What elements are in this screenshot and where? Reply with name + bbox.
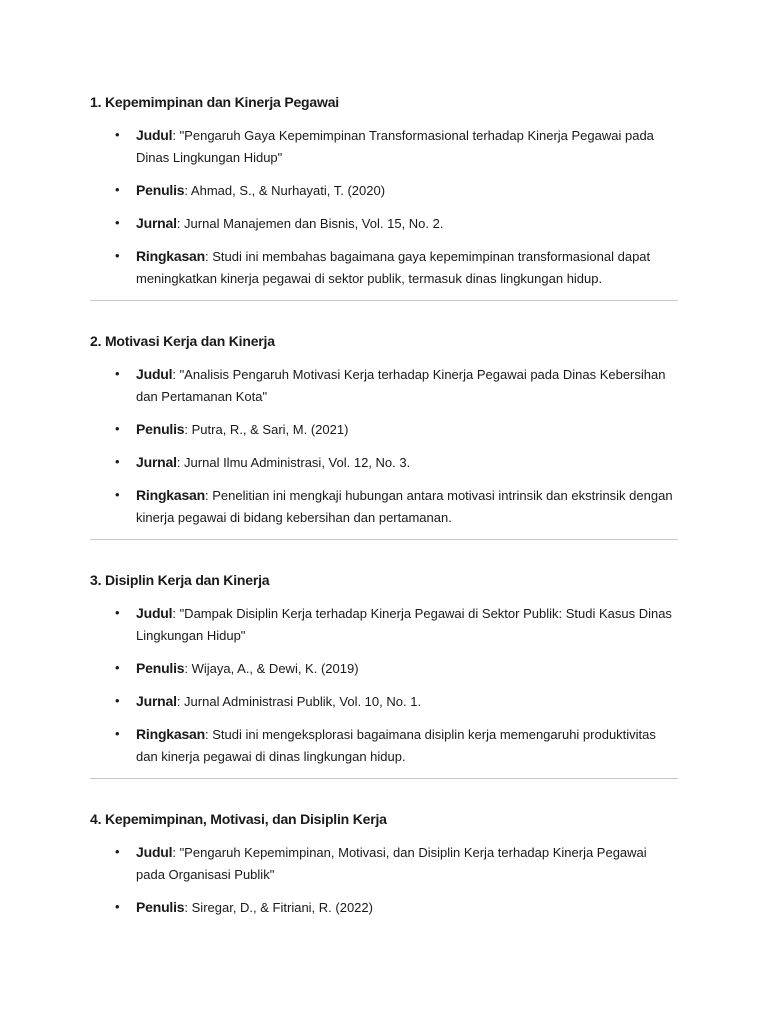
list-item-jurnal (90, 451, 678, 474)
section-items (90, 602, 678, 768)
list-item-ringkasan (90, 484, 678, 529)
section-heading: 1. Kepemimpinan dan Kinerja Pegawai (90, 94, 339, 110)
item-label: Judul (136, 844, 173, 860)
item-label: Judul (136, 127, 173, 143)
list-item-penulis (90, 896, 678, 919)
item-text: : "Analisis Pengaruh Motivasi Kerja terhadap Kinerja Pegawai pada Dinas Kebersihan dan Pertamanan Kota" (136, 367, 666, 404)
bullet-icon: • (115, 660, 120, 675)
section-heading: 2. Motivasi Kerja dan Kinerja (90, 333, 275, 349)
item-text: : Penelitian ini mengkaji hubungan antara motivasi intrinsik dan ekstrinsik dengan kinerja pegawai di bidang kebersihan dan pertamanan. (136, 488, 673, 525)
item-label: Jurnal (136, 215, 177, 231)
bullet-icon: • (115, 454, 120, 469)
bullet-icon: • (115, 844, 120, 859)
section-divider (90, 778, 678, 779)
item-text: : Ahmad, S., & Nurhayati, T. (2020) (184, 183, 386, 198)
section-divider (90, 539, 678, 540)
section-3 (90, 570, 678, 779)
section-heading: 4. Kepemimpinan, Motivasi, dan Disiplin Kerja (90, 811, 387, 827)
item-label: Ringkasan (136, 726, 205, 742)
item-text: : "Dampak Disiplin Kerja terhadap Kinerja Pegawai di Sektor Publik: Studi Kasus Dinas Lingkungan Hidup" (136, 606, 672, 643)
item-text: : Studi ini mengeksplorasi bagaimana disiplin kerja memengaruhi produktivitas dan kinerja pegawai di dinas lingkungan hidup. (136, 727, 656, 764)
bullet-icon: • (115, 899, 120, 914)
bullet-icon: • (115, 127, 120, 142)
list-item-penulis (90, 179, 678, 202)
item-text: : Jurnal Manajemen dan Bisnis, Vol. 15, No. 2. (176, 216, 444, 231)
item-label: Penulis (136, 421, 185, 437)
section-divider (90, 300, 678, 301)
list-item-jurnal (90, 690, 678, 713)
list-item-ringkasan (90, 723, 678, 768)
item-label: Penulis (136, 899, 185, 915)
item-text: : Siregar, D., & Fitriani, R. (2022) (184, 900, 373, 915)
item-label: Jurnal (136, 454, 177, 470)
section-1 (90, 92, 678, 301)
section-4 (90, 809, 678, 919)
item-label: Ringkasan (136, 487, 205, 503)
list-item-judul (90, 602, 678, 647)
list-item-jurnal (90, 212, 678, 235)
bullet-icon: • (115, 693, 120, 708)
section-items (90, 841, 678, 919)
item-label: Ringkasan (136, 248, 205, 264)
item-label: Penulis (136, 660, 185, 676)
item-text: : Jurnal Ilmu Administrasi, Vol. 12, No. 3. (176, 455, 411, 470)
item-text: : Putra, R., & Sari, M. (2021) (184, 422, 349, 437)
section-items (90, 124, 678, 290)
item-label: Judul (136, 605, 173, 621)
list-item-judul (90, 363, 678, 408)
item-text: : Studi ini membahas bagaimana gaya kepemimpinan transformasional dapat meningkatkan kinerja pegawai di sektor publik, termasuk dinas lingkungan hidup. (136, 249, 651, 286)
bullet-icon: • (115, 726, 120, 741)
item-label: Judul (136, 366, 173, 382)
item-label: Jurnal (136, 693, 177, 709)
bullet-icon: • (115, 605, 120, 620)
item-text: : "Pengaruh Kepemimpinan, Motivasi, dan Disiplin Kerja terhadap Kinerja Pegawai pada Organisasi Publik" (136, 845, 647, 882)
item-text: : Jurnal Administrasi Publik, Vol. 10, No. 1. (176, 694, 422, 709)
item-text: : Wijaya, A., & Dewi, K. (2019) (184, 661, 359, 676)
list-item-penulis (90, 657, 678, 680)
list-item-judul (90, 841, 678, 886)
bullet-icon: • (115, 487, 120, 502)
bullet-icon: • (115, 366, 120, 381)
list-item-judul (90, 124, 678, 169)
section-heading: 3. Disiplin Kerja dan Kinerja (90, 572, 270, 588)
section-items (90, 363, 678, 529)
item-text: : "Pengaruh Gaya Kepemimpinan Transformasional terhadap Kinerja Pegawai pada Dinas Lingkungan Hidup" (136, 128, 654, 165)
list-item-ringkasan (90, 245, 678, 290)
item-label: Penulis (136, 182, 185, 198)
bullet-icon: • (115, 421, 120, 436)
bullet-icon: • (115, 182, 120, 197)
bullet-icon: • (115, 215, 120, 230)
section-2 (90, 331, 678, 540)
list-item-penulis (90, 418, 678, 441)
bullet-icon: • (115, 248, 120, 263)
